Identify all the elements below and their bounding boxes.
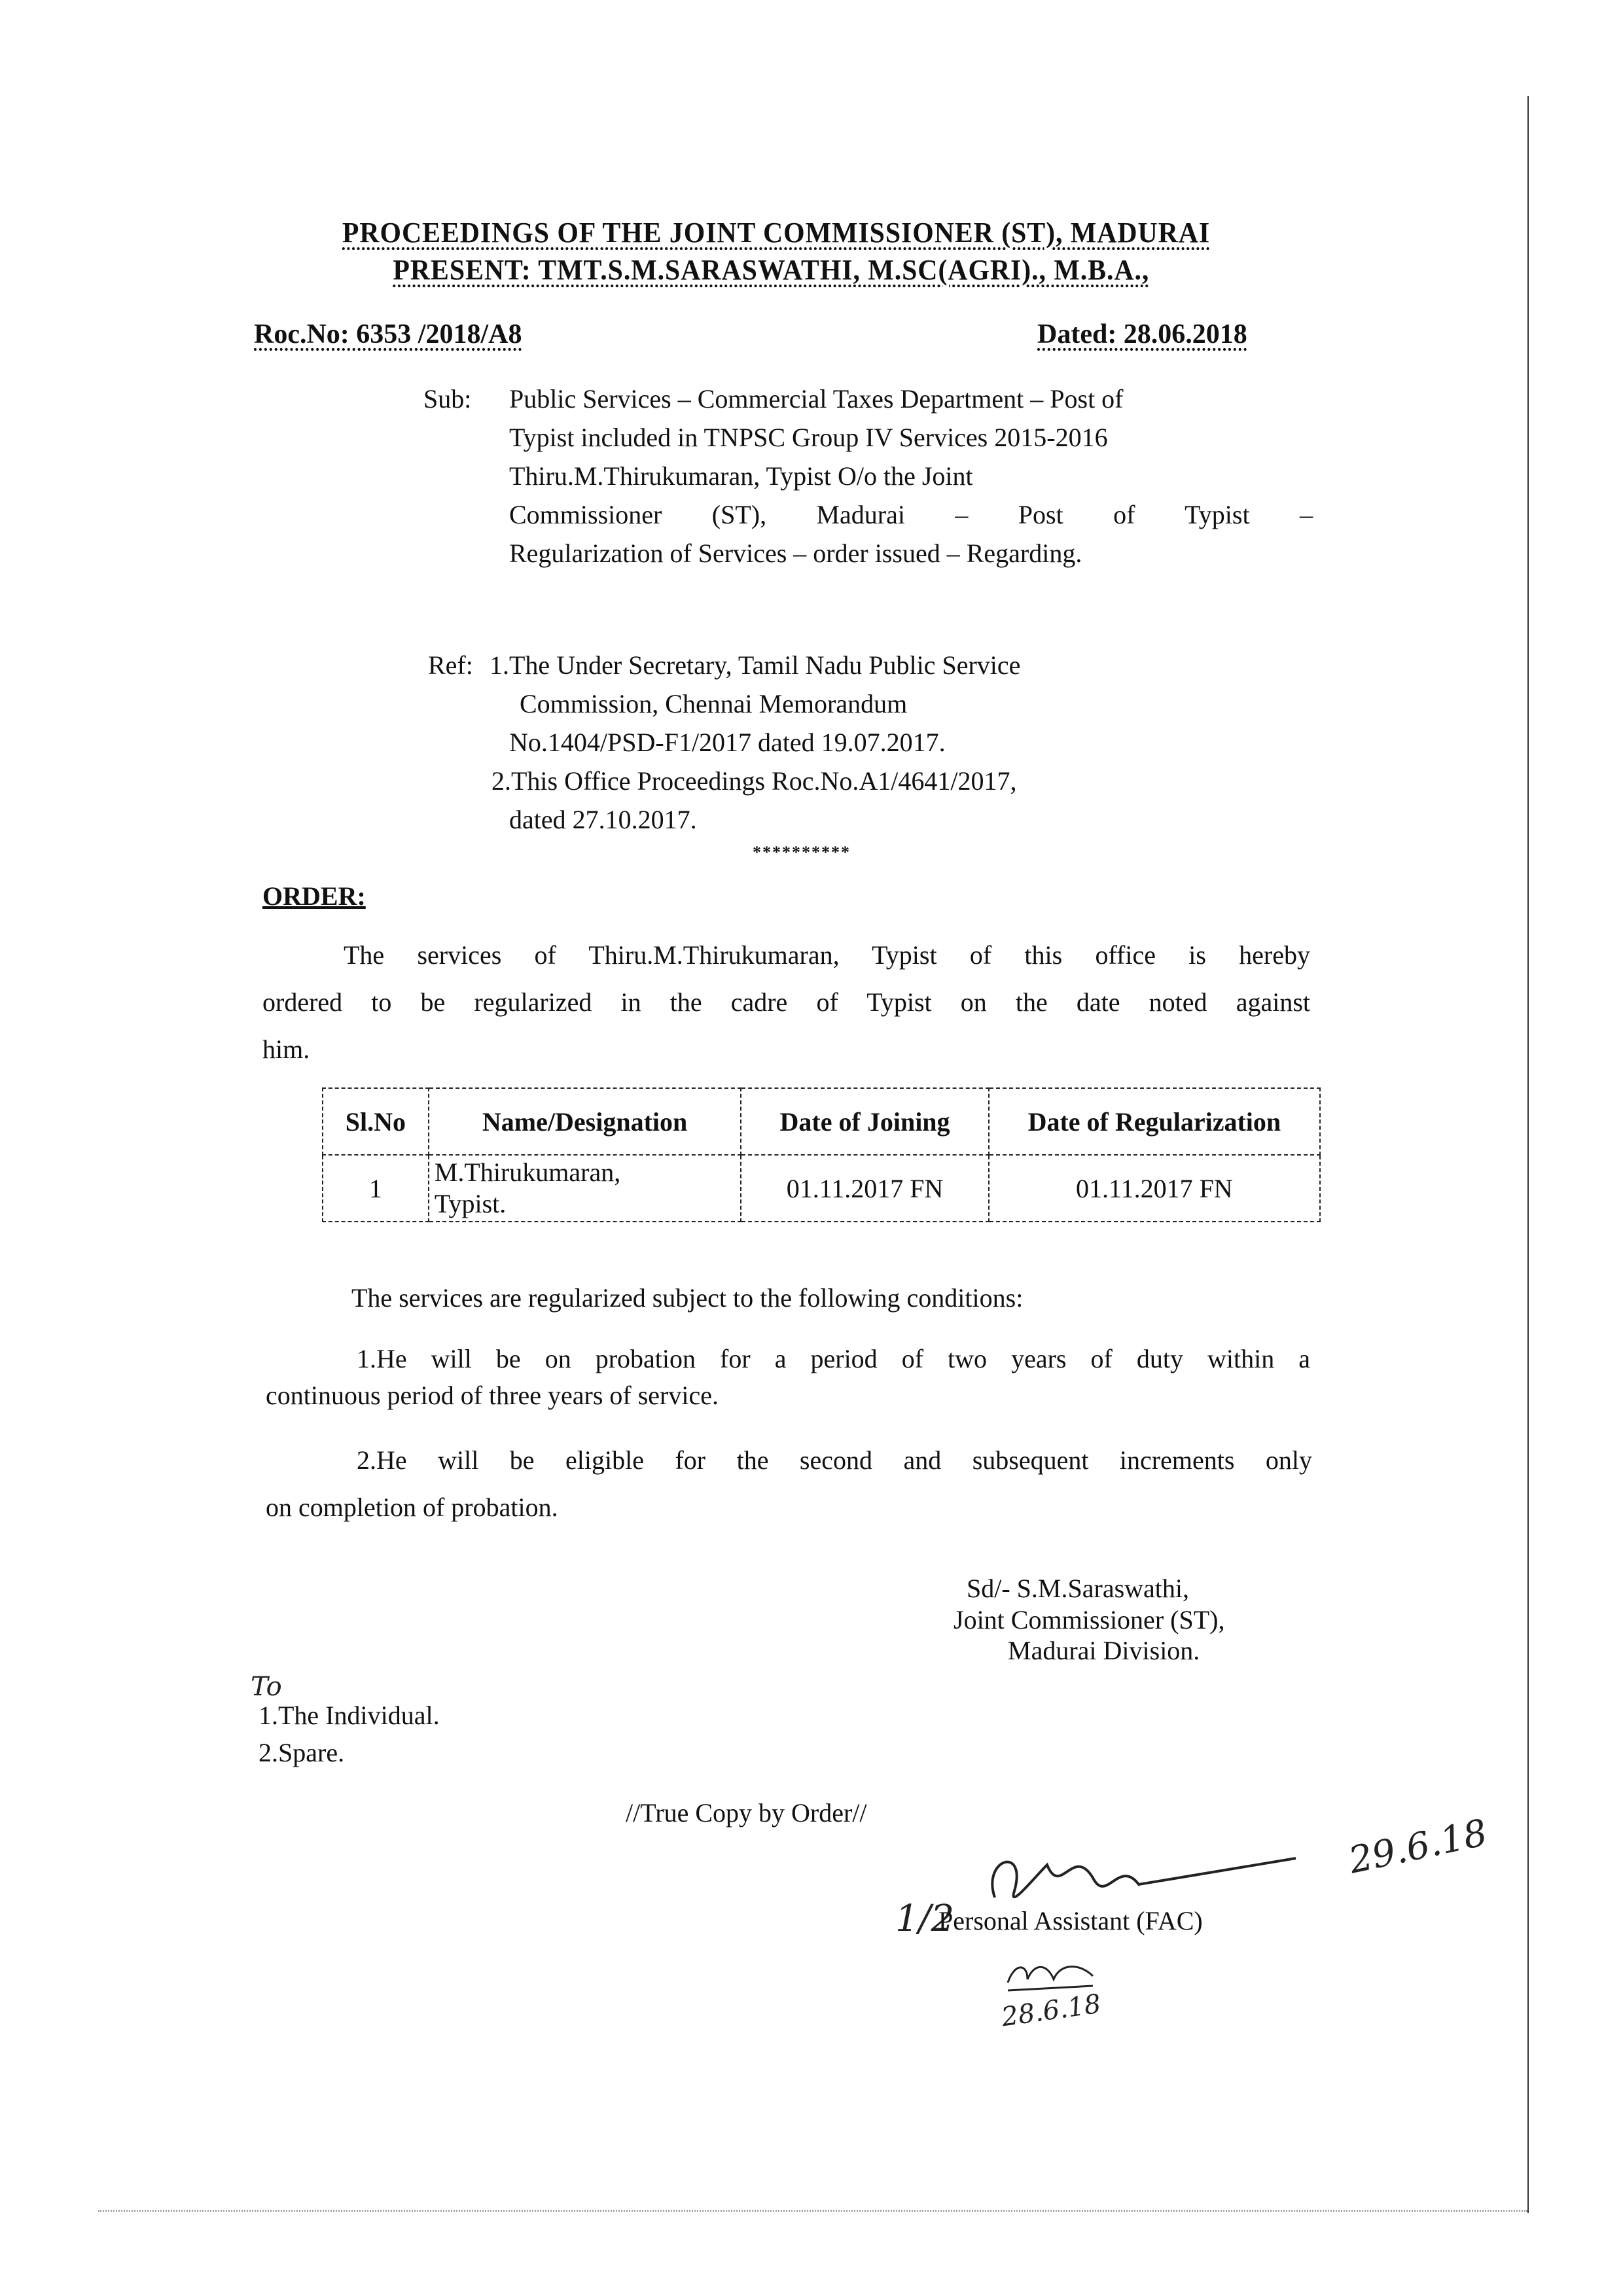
reference-line: dated 27.10.2017. bbox=[509, 805, 697, 834]
signature-line: Sd/- S.M.Saraswathi, bbox=[967, 1574, 1189, 1603]
reference-line: 2.This Office Proceedings Roc.No.A1/4641/2017, bbox=[491, 766, 1017, 796]
initial-date: 28.6.18 bbox=[999, 1988, 1103, 2033]
dated: Dated: 28.06.2018 bbox=[1037, 319, 1247, 349]
condition-1-line: continuous period of three years of service. bbox=[266, 1381, 719, 1410]
order-paragraph-line: The services of Thiru.M.Thirukumaran, Typist of this office is hereby bbox=[344, 940, 1310, 970]
separator-stars: ********** bbox=[753, 843, 851, 862]
header-name-designation: Name/Designation bbox=[429, 1088, 741, 1155]
to-label: To bbox=[251, 1672, 282, 1702]
to-item: 2.Spare. bbox=[259, 1738, 345, 1767]
subject-line: Public Services – Commercial Taxes Department – Post of bbox=[509, 384, 1124, 414]
header-sl-no: Sl.No bbox=[323, 1088, 429, 1155]
cell-designation: Typist. bbox=[434, 1189, 507, 1218]
conditions-intro: The services are regularized subject to the following conditions: bbox=[351, 1283, 1024, 1313]
subject-line: Thiru.M.Thirukumaran, Typist O/o the Joint bbox=[509, 461, 973, 491]
present-line: PRESENT: TMT.S.M.SARASWATHI, M.SC(AGRI)., M.B.A., bbox=[393, 254, 1150, 286]
header-date-of-joining: Date of Joining bbox=[741, 1088, 988, 1155]
handwritten-date: 29.6.18 bbox=[1345, 1811, 1491, 1882]
signature-division: Madurai Division. bbox=[1008, 1636, 1200, 1665]
cell-date-of-regularization: 01.11.2017 FN bbox=[989, 1155, 1320, 1222]
personal-assistant-label: Personal Assistant (FAC) bbox=[938, 1906, 1203, 1935]
header-date-of-regularization: Date of Regularization bbox=[989, 1088, 1320, 1155]
order-paragraph-line: ordered to be regularized in the cadre of Typist on the date noted against bbox=[262, 987, 1310, 1017]
to-item: 1.The Individual. bbox=[259, 1701, 440, 1730]
subject-line: Regularization of Services – order issued – Regarding. bbox=[509, 539, 1082, 568]
regularization-table bbox=[322, 1087, 1321, 1222]
order-paragraph-line: him. bbox=[262, 1034, 310, 1064]
cell-date-of-joining: 01.11.2017 FN bbox=[741, 1155, 988, 1222]
subject-line: Commissioner (ST), Madurai – Post of Typist – bbox=[509, 500, 1313, 529]
page-mark-handwritten: 1/2 bbox=[895, 1898, 955, 1940]
table-header-row bbox=[323, 1088, 1320, 1155]
reference-line: 1.The Under Secretary, Tamil Nadu Public Service bbox=[490, 650, 1021, 680]
table-row bbox=[323, 1155, 1320, 1222]
reference-line: Commission, Chennai Memorandum bbox=[520, 689, 908, 718]
true-copy-line: //True Copy by Order// bbox=[626, 1798, 867, 1828]
cell-name-designation bbox=[429, 1155, 741, 1222]
cell-name: M.Thirukumaran, bbox=[434, 1157, 621, 1187]
subject-label: Sub: bbox=[423, 384, 472, 414]
reference-label: Ref: bbox=[428, 650, 473, 680]
document-title: PROCEEDINGS OF THE JOINT COMMISSIONER (ST), MADURAI bbox=[342, 217, 1211, 249]
scan-bottom-line bbox=[98, 2210, 1527, 2212]
roc-number: Roc.No: 6353 /2018/A8 bbox=[254, 319, 522, 349]
scan-edge-line bbox=[1527, 96, 1529, 2213]
condition-2-line: 2.He will be eligible for the second and subsequent increments only bbox=[357, 1445, 1312, 1475]
condition-1-line: 1.He will be on probation for a period of two years of duty within a bbox=[357, 1344, 1310, 1373]
reference-line: No.1404/PSD-F1/2017 dated 19.07.2017. bbox=[509, 728, 946, 757]
cell-sl-no: 1 bbox=[323, 1155, 429, 1222]
order-heading: ORDER: bbox=[262, 881, 366, 911]
signature-designation: Joint Commissioner (ST), bbox=[954, 1605, 1225, 1634]
subject-line: Typist included in TNPSC Group IV Services 2015-2016 bbox=[509, 423, 1108, 452]
condition-2-line: on completion of probation. bbox=[266, 1492, 558, 1522]
